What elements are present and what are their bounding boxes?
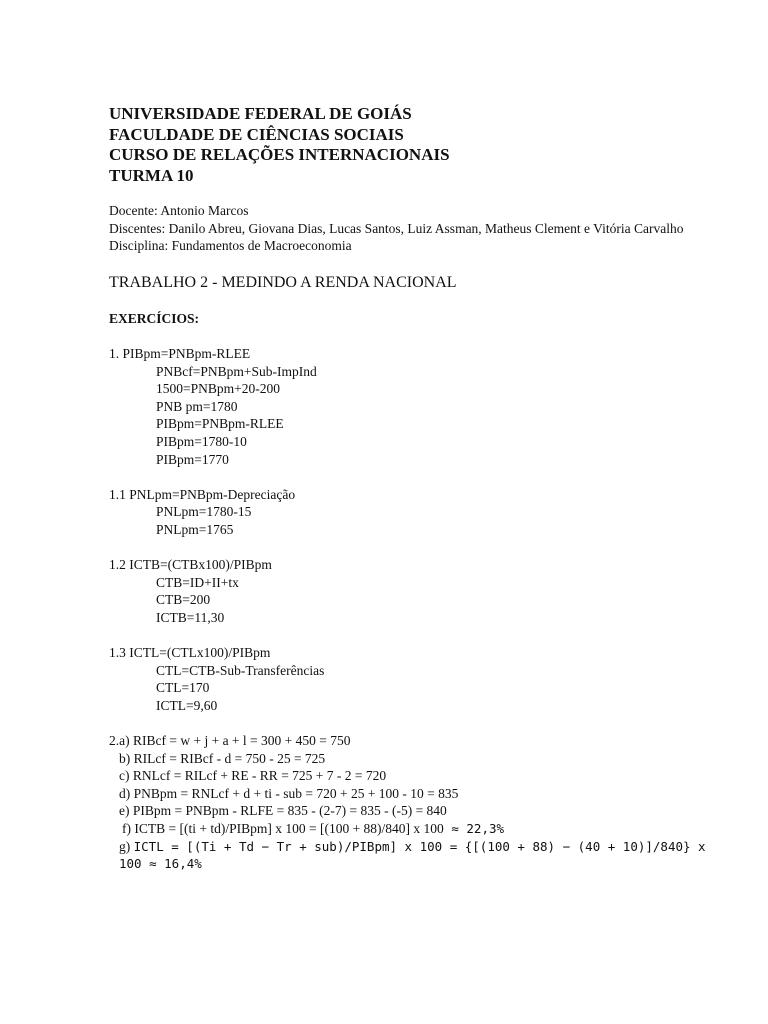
exercise-2d: d) PNBpm = RNLcf + d + ti - sub = 720 + 25 + 100 - 10 = 835 <box>119 785 459 801</box>
class-name: TURMA 10 <box>109 165 194 185</box>
exercise-line: PNLpm=1765 <box>156 521 234 537</box>
exercise-1-2-head: 1.2 ICTB=(CTBx100)/PIBpm <box>109 557 272 573</box>
exercise-line: CTB=200 <box>156 592 211 608</box>
exercise-2 <box>109 732 709 873</box>
university-name: UNIVERSIDADE FEDERAL DE GOIÁS <box>109 104 412 123</box>
exercise-1 <box>109 345 709 468</box>
faculty-name: FACULDADE DE CIÊNCIAS SOCIAIS <box>109 124 404 144</box>
exercise-line: PIBpm=1780-10 <box>156 433 247 449</box>
discentes-line: Discentes: Danilo Abreu, Giovana Dias, Lucas Santos, Luiz Assman, Matheus Clement e Vitória Carvalho <box>109 220 684 236</box>
exercise-2g-label: g) <box>119 838 134 854</box>
exercise-2f-result: ≈ 22,3% <box>443 821 505 836</box>
exercise-1-1 <box>109 486 709 539</box>
exercise-2f <box>109 820 709 838</box>
exercise-1-head: 1. PIBpm=PNBpm-RLEE <box>109 345 251 361</box>
exercise-1-1-head: 1.1 PNLpm=PNBpm-Depreciação <box>109 486 296 502</box>
document-page <box>109 104 709 873</box>
exercise-line: PNB pm=1780 <box>156 398 238 414</box>
exercise-2g <box>109 838 709 873</box>
disciplina-line: Disciplina: Fundamentos de Macroeconomia <box>109 238 352 254</box>
docente-line: Docente: Antonio Marcos <box>109 203 249 218</box>
exercise-line: PIBpm=1770 <box>156 451 229 467</box>
course-name: CURSO DE RELAÇÕES INTERNACIONAIS <box>109 145 450 164</box>
exercise-1-3-head: 1.3 ICTL=(CTLx100)/PIBpm <box>109 645 271 661</box>
exercise-line: CTB=ID+II+tx <box>156 574 239 590</box>
exercise-line: CTL=170 <box>156 680 210 696</box>
exercise-line: PNBcf=PNBpm+Sub-ImpInd <box>156 363 317 379</box>
exercise-2f-text: f) ICTB = [(ti + td)/PIBpm] x 100 = [(100 + 88)/840] x 100 <box>122 821 444 836</box>
exercises-heading: EXERCÍCIOS: <box>109 310 200 326</box>
exercise-2g-formula: ICTL = [(Ti + Td − Tr + sub)/PIBpm] x 100 = {[(100 + 88) − (40 + 10)]/840} x 100 ≈ 16,4% <box>119 838 706 872</box>
exercise-line: ICTB=11,30 <box>156 609 225 625</box>
exercise-1-3 <box>109 644 709 714</box>
exercise-2c: c) RNLcf = RILcf + RE - RR = 725 + 7 - 2 = 720 <box>119 768 387 784</box>
exercise-line: PIBpm=PNBpm-RLEE <box>156 416 284 432</box>
exercise-1-2 <box>109 556 709 626</box>
work-title: TRABALHO 2 - MEDINDO A RENDA NACIONAL <box>109 273 457 291</box>
exercise-2e: e) PIBpm = PNBpm - RLFE = 835 - (2-7) = 835 - (-5) = 840 <box>119 803 447 819</box>
document-meta <box>109 202 709 255</box>
exercise-2b: b) RILcf = RIBcf - d = 750 - 25 = 725 <box>119 750 326 766</box>
exercise-2a: 2.a) RIBcf = w + j + a + l = 300 + 450 = 750 <box>109 733 351 749</box>
document-header <box>109 104 709 186</box>
exercise-line: 1500=PNBpm+20-200 <box>156 381 280 397</box>
exercise-line: ICTL=9,60 <box>156 697 218 713</box>
exercise-line: PNLpm=1780-15 <box>156 504 252 520</box>
exercise-line: CTL=CTB-Sub-Transferências <box>156 662 325 678</box>
